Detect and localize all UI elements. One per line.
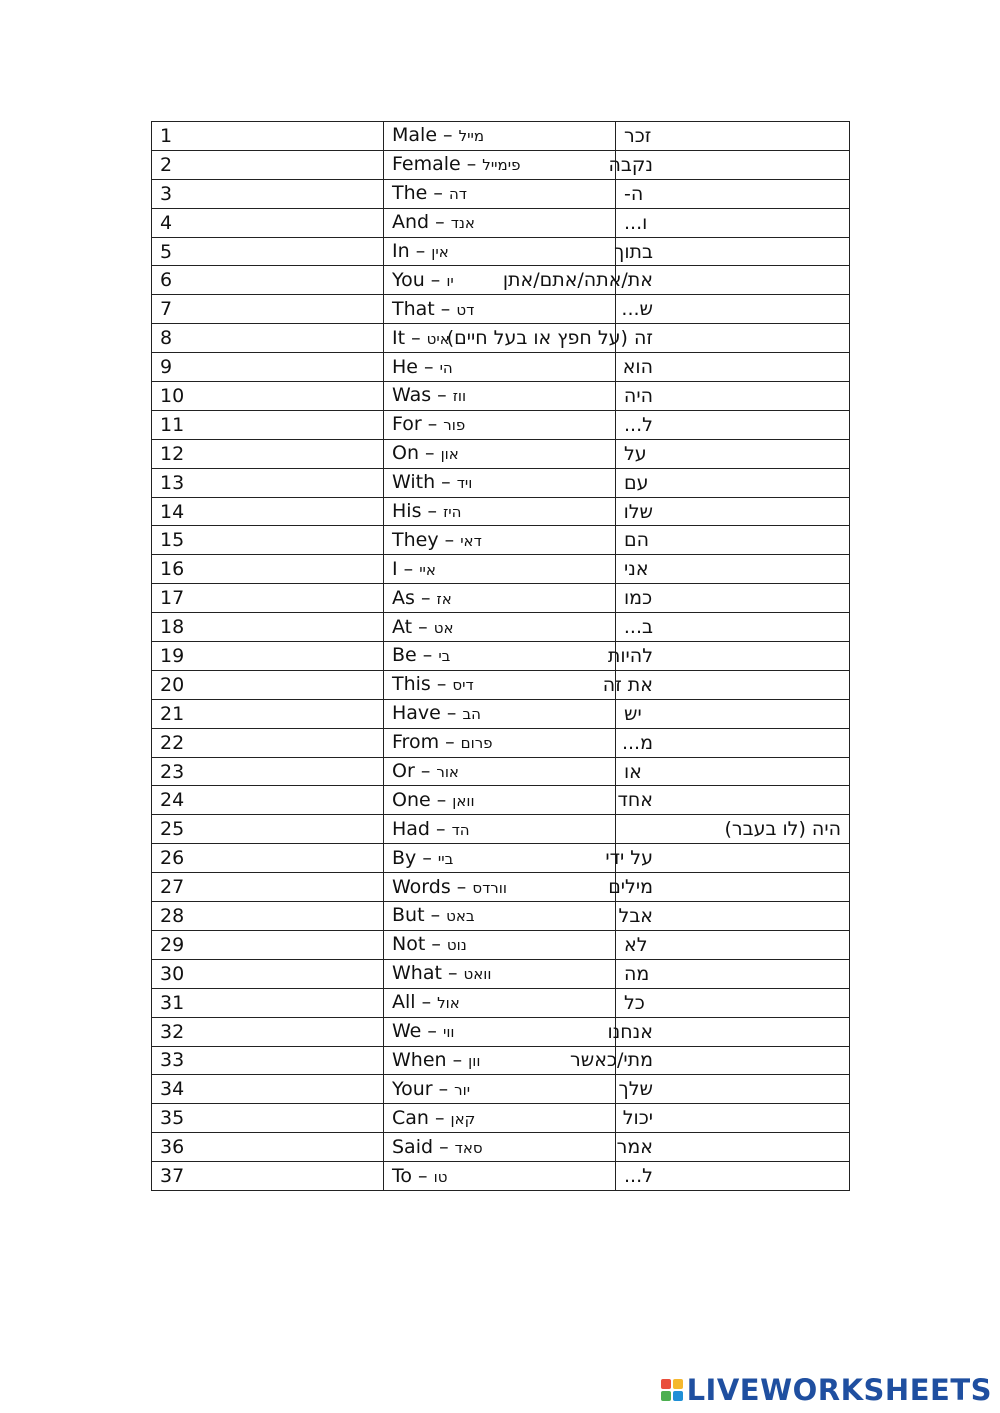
row-number: 1 [152,122,384,151]
hebrew-meaning: בתוך [616,237,850,266]
table-row [152,959,850,988]
hebrew-meaning: שלך [616,1075,850,1104]
hebrew-meaning: היה (לו בעבר) [616,815,850,844]
table-row [152,988,850,1017]
separator: – [437,124,459,147]
hebrew-transliteration: ביי [437,849,454,868]
english-word-cell [384,1017,616,1046]
english-word: All [392,991,416,1014]
separator: – [430,673,453,696]
hebrew-transliteration: טו [433,1167,448,1186]
table-row [152,324,850,353]
table-row [152,613,850,642]
hebrew-transliteration: יור [454,1080,471,1099]
separator: – [415,991,438,1014]
english-word-cell [384,757,616,786]
english-word-cell [384,237,616,266]
logo-square-yellow [673,1379,683,1389]
separator: – [397,557,420,580]
english-word-cell [384,410,616,439]
table-row [152,844,850,873]
hebrew-meaning: את/אתה/אתם/אתן [616,266,850,295]
english-word: When [392,1048,447,1071]
table-row [152,1075,850,1104]
separator: – [439,731,461,754]
hebrew-meaning: שלו [616,497,850,526]
separator: – [414,760,437,783]
liveworksheets-logo[interactable] [661,1373,992,1407]
separator: – [425,933,447,956]
row-number: 33 [152,1046,384,1075]
english-word: Your [392,1077,433,1100]
separator: – [430,817,452,840]
row-number: 17 [152,584,384,613]
hebrew-meaning: אנחנו [616,1017,850,1046]
separator: – [433,1135,455,1158]
hebrew-meaning: עם [616,468,850,497]
table-row [152,584,850,613]
english-word: Said [392,1135,434,1158]
table-row [152,122,850,151]
row-number: 34 [152,1075,384,1104]
row-number: 21 [152,699,384,728]
english-word-cell [384,295,616,324]
row-number: 11 [152,410,384,439]
hebrew-transliteration: מייל [458,127,485,146]
english-word: You [392,268,425,291]
english-word: Female [392,153,461,176]
english-word: Male [392,124,438,147]
hebrew-meaning: מתי/כאשר [616,1046,850,1075]
hebrew-meaning: על ידי [616,844,850,873]
hebrew-meaning: מילים [616,873,850,902]
table-row [152,699,850,728]
english-word-cell [384,902,616,931]
english-word: The [392,182,428,205]
separator: – [460,153,483,176]
table-row [152,208,850,237]
hebrew-meaning: אמר [616,1133,850,1162]
hebrew-transliteration: פור [443,416,466,435]
row-number: 31 [152,988,384,1017]
row-number: 10 [152,382,384,411]
row-number: 16 [152,555,384,584]
table-row [152,179,850,208]
row-number: 25 [152,815,384,844]
hebrew-meaning: או [616,757,850,786]
english-word-cell [384,1104,616,1133]
row-number: 32 [152,1017,384,1046]
english-word: By [392,846,417,869]
english-word-cell [384,815,616,844]
english-word-cell [384,179,616,208]
hebrew-meaning: לא [616,930,850,959]
english-word: What [392,962,442,985]
table-row [152,410,850,439]
hebrew-transliteration: באט [446,907,475,926]
hebrew-transliteration: איט [426,329,450,348]
row-number: 27 [152,873,384,902]
english-word: But [392,904,425,927]
english-word: Have [392,702,441,725]
english-word: Be [392,644,417,667]
row-number: 26 [152,844,384,873]
english-word-cell [384,1075,616,1104]
hebrew-transliteration: אול [437,994,460,1013]
english-word-cell [384,208,616,237]
hebrew-meaning: ה- [616,179,850,208]
table-row [152,439,850,468]
table-row [152,1104,850,1133]
english-word: Was [392,384,432,407]
table-row [152,382,850,411]
separator: – [405,326,427,349]
hebrew-meaning: היה [616,382,850,411]
hebrew-transliteration: הד [451,820,470,839]
hebrew-meaning: יכול [616,1104,850,1133]
english-word: Words [392,875,451,898]
english-word: This [392,673,431,696]
hebrew-transliteration: אנד [450,214,475,233]
row-number: 37 [152,1162,384,1191]
english-word-cell [384,382,616,411]
hebrew-meaning: ב... [616,613,850,642]
english-word: On [392,442,419,465]
hebrew-meaning: ל... [616,1162,850,1191]
english-word: We [392,1020,422,1043]
hebrew-transliteration: איי [419,560,436,579]
hebrew-meaning: כמו [616,584,850,613]
english-word-cell [384,930,616,959]
hebrew-transliteration: דט [456,300,475,319]
separator: – [416,846,438,869]
english-word: That [392,297,435,320]
row-number: 19 [152,642,384,671]
hebrew-transliteration: קאן [450,1109,476,1128]
english-word: Can [392,1106,429,1129]
table-row [152,1046,850,1075]
separator: – [431,384,453,407]
hebrew-meaning: אחד [616,786,850,815]
english-word: At [392,615,413,638]
english-word: Not [392,933,426,956]
hebrew-meaning: הם [616,526,850,555]
separator: – [417,355,440,378]
row-number: 28 [152,902,384,931]
row-number: 14 [152,497,384,526]
table-row [152,670,850,699]
separator: – [414,586,437,609]
separator: – [450,875,473,898]
table-row [152,237,850,266]
table-row [152,757,850,786]
row-number: 9 [152,353,384,382]
vocabulary-table-body [152,122,850,1191]
row-number: 30 [152,959,384,988]
english-word-cell [384,497,616,526]
hebrew-meaning: ש... [616,295,850,324]
hebrew-transliteration: דיס [452,676,474,695]
row-number: 12 [152,439,384,468]
separator: – [421,413,444,436]
english-word: He [392,355,418,378]
hebrew-transliteration: הי [439,358,453,377]
table-row [152,555,850,584]
hebrew-transliteration: וון [468,1051,481,1070]
english-word-cell [384,786,616,815]
english-word-cell [384,988,616,1017]
english-word: As [392,586,415,609]
hebrew-transliteration: דאי [460,531,482,550]
row-number: 22 [152,728,384,757]
separator: – [435,471,457,494]
row-number: 29 [152,930,384,959]
logo-square-red [661,1379,671,1389]
table-row [152,815,850,844]
english-word: His [392,500,422,523]
hebrew-meaning: ל... [616,410,850,439]
separator: – [412,615,434,638]
hebrew-transliteration: בי [438,647,451,666]
english-word: Had [392,817,430,840]
english-word-cell [384,844,616,873]
vocabulary-table [151,121,850,1191]
english-word: And [392,211,430,234]
english-word-cell [384,150,616,179]
hebrew-transliteration: אז [436,589,452,608]
hebrew-meaning: נקבה [616,150,850,179]
hebrew-transliteration: וורדס [472,878,507,897]
table-row [152,642,850,671]
hebrew-transliteration: יו [446,271,454,290]
separator: – [424,904,447,927]
table-row [152,266,850,295]
table-row [152,1017,850,1046]
english-word-cell [384,353,616,382]
row-number: 4 [152,208,384,237]
separator: – [419,442,441,465]
english-word: One [392,788,431,811]
hebrew-meaning: יש [616,699,850,728]
row-number: 15 [152,526,384,555]
english-word-cell [384,555,616,584]
separator: – [432,1077,455,1100]
english-word-cell [384,122,616,151]
separator: – [416,644,439,667]
hebrew-transliteration: אט [433,618,454,637]
separator: – [441,962,464,985]
hebrew-transliteration: ווי [442,1023,455,1042]
row-number: 35 [152,1104,384,1133]
english-word-cell [384,584,616,613]
hebrew-meaning: כל [616,988,850,1017]
english-word-cell [384,468,616,497]
row-number: 5 [152,237,384,266]
hebrew-transliteration: היז [443,503,462,522]
separator: – [409,240,432,262]
english-word: To [392,1164,413,1187]
table-row [152,728,850,757]
row-number: 23 [152,757,384,786]
english-word-cell [384,873,616,902]
separator: – [430,788,453,811]
english-word-cell [384,959,616,988]
logo-text: LIVEWORKSHEETS [686,1373,992,1407]
hebrew-transliteration: וואן [452,791,475,810]
hebrew-transliteration: נוט [446,936,467,955]
logo-square-green [661,1391,671,1401]
english-word-cell [384,526,616,555]
english-word-cell [384,670,616,699]
row-number: 36 [152,1133,384,1162]
hebrew-meaning: להיות [616,642,850,671]
english-word-cell [384,1162,616,1191]
hebrew-meaning: אבל [616,902,850,931]
hebrew-meaning: את זה [616,670,850,699]
row-number: 3 [152,179,384,208]
table-row [152,873,850,902]
separator: – [434,297,457,320]
row-number: 24 [152,786,384,815]
row-number: 7 [152,295,384,324]
english-word-cell [384,1133,616,1162]
row-number: 2 [152,150,384,179]
hebrew-meaning: הוא [616,353,850,382]
english-word-cell [384,439,616,468]
hebrew-meaning: אני [616,555,850,584]
hebrew-meaning: ו... [616,208,850,237]
separator: – [421,1020,443,1043]
row-number: 18 [152,613,384,642]
separator: – [438,528,461,551]
hebrew-meaning: זכר [616,122,850,151]
table-row [152,295,850,324]
hebrew-transliteration: וואט [463,965,492,984]
english-word-cell [384,642,616,671]
english-word: I [392,557,398,580]
english-word: For [392,413,422,436]
hebrew-transliteration: און [440,445,459,464]
english-word: Or [392,760,415,783]
separator: – [424,268,447,291]
separator: – [412,1164,434,1187]
row-number: 13 [152,468,384,497]
table-row [152,526,850,555]
hebrew-transliteration: דה [448,185,467,204]
table-row [152,786,850,815]
separator: – [429,211,451,234]
hebrew-transliteration: אין [431,243,449,261]
row-number: 20 [152,670,384,699]
hebrew-transliteration: ויד [456,474,473,493]
separator: – [427,182,449,205]
hebrew-meaning: מ... [616,728,850,757]
hebrew-meaning: מה [616,959,850,988]
hebrew-transliteration: סאד [454,1138,483,1157]
hebrew-transliteration: אור [436,763,459,782]
separator: – [446,1048,469,1071]
table-row [152,930,850,959]
english-word: With [392,471,436,494]
table-row [152,902,850,931]
table-row [152,468,850,497]
separator: – [428,1106,451,1129]
logo-square-blue [673,1391,683,1401]
row-number: 8 [152,324,384,353]
table-row [152,497,850,526]
table-row [152,150,850,179]
english-word: In [392,240,410,262]
table-row [152,1162,850,1191]
english-word: From [392,731,440,754]
separator: – [421,500,444,523]
table-row [152,353,850,382]
table-row [152,1133,850,1162]
row-number: 6 [152,266,384,295]
english-word-cell [384,699,616,728]
separator: – [440,702,463,725]
hebrew-transliteration: הב [462,705,481,724]
hebrew-transliteration: פרום [460,734,493,753]
logo-mark-icon [661,1379,683,1401]
hebrew-transliteration: פימייל [482,156,521,175]
hebrew-meaning: זה (על חפץ או בעל חיים) [616,324,850,353]
hebrew-meaning: על [616,439,850,468]
hebrew-transliteration: ווז [452,387,467,406]
english-word-cell [384,613,616,642]
english-word: They [392,528,439,551]
english-word-cell [384,728,616,757]
english-word: It [392,326,406,349]
